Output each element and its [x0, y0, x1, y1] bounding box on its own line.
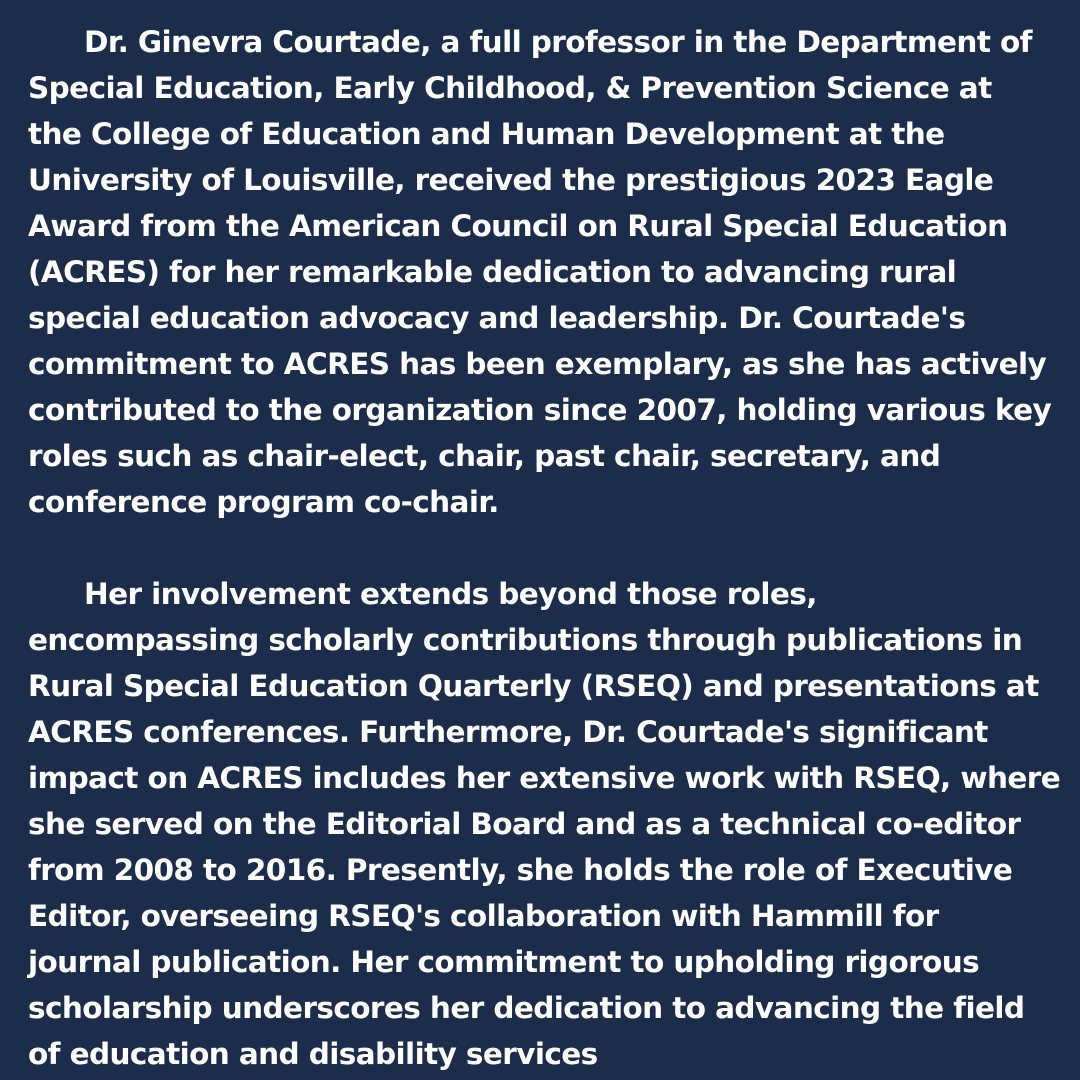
text-line: conference program co-chair.	[28, 485, 499, 519]
text-line: Rural Special Education Quarterly (RSEQ) and presentations at	[28, 669, 1039, 703]
text-line: Editor, overseeing RSEQ's collaboration with Hammill for	[28, 899, 939, 933]
text-line: (ACRES) for her remarkable dedication to advancing rural	[28, 255, 957, 289]
text-line: she served on the Editorial Board and as a technical co-editor	[28, 807, 1021, 841]
text-line: scholarship underscores her dedication to advancing the field	[28, 991, 1025, 1025]
text-line: University of Louisville, received the prestigious 2023 Eagle	[28, 163, 994, 197]
text-line: Dr. Ginevra Courtade, a full professor in the Department of	[84, 25, 1032, 59]
text-line: from 2008 to 2016. Presently, she holds the role of Executive	[28, 853, 1013, 887]
text-line: journal publication. Her commitment to upholding rigorous	[28, 945, 980, 979]
text-line: special education advocacy and leadership. Dr. Courtade's	[28, 301, 966, 335]
text-line: of education and disability services	[28, 1037, 598, 1071]
paragraph-award	[28, 19, 1060, 525]
text-line: the College of Education and Human Development at the	[28, 117, 945, 151]
text-line: ACRES conferences. Furthermore, Dr. Courtade's significant	[28, 715, 988, 749]
text-line: roles such as chair-elect, chair, past chair, secretary, and	[28, 439, 941, 473]
text-line: contributed to the organization since 2007, holding various key	[28, 393, 1052, 427]
text-line: encompassing scholarly contributions through publications in	[28, 623, 1023, 657]
text-line: commitment to ACRES has been exemplary, as she has actively	[28, 347, 1047, 381]
text-line: Special Education, Early Childhood, & Prevention Science at	[28, 71, 992, 105]
text-line: Award from the American Council on Rural Special Education	[28, 209, 1008, 243]
text-line: Her involvement extends beyond those roles,	[84, 577, 817, 611]
paragraph-involvement	[28, 571, 1060, 1077]
text-line: impact on ACRES includes her extensive work with RSEQ, where	[28, 761, 1061, 795]
